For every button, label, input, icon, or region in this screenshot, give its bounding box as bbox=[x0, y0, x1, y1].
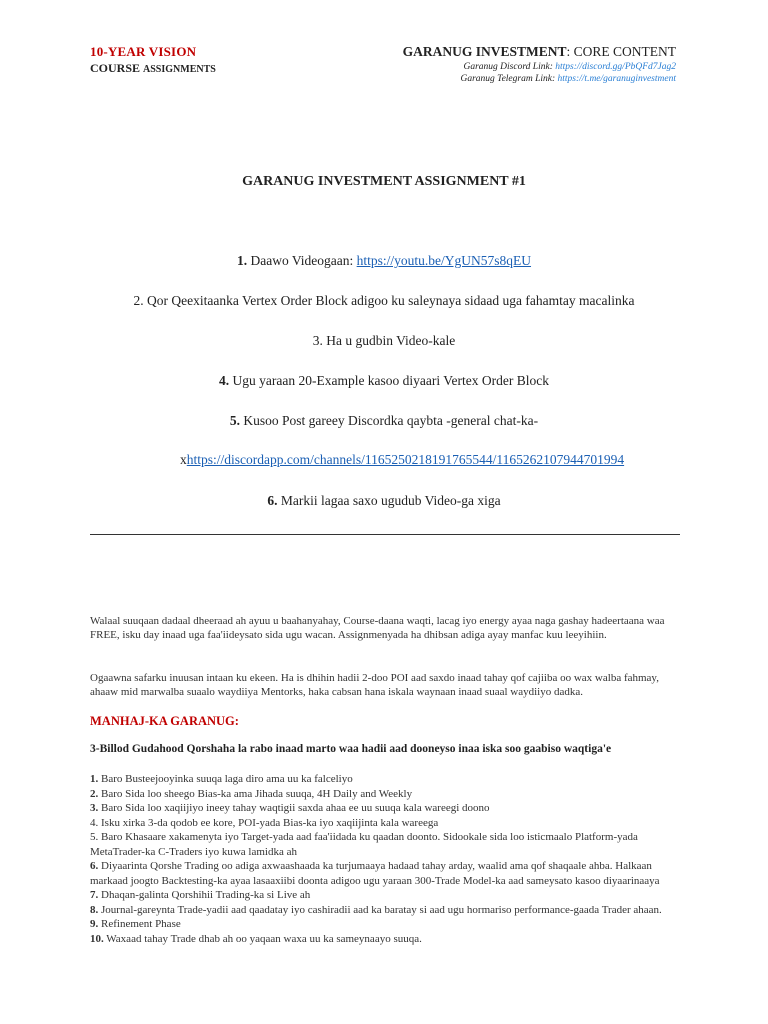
step-6 bbox=[0, 493, 768, 509]
manhaj-title: MANHAJ-KA GARANUG: bbox=[90, 714, 239, 728]
course-word: COURSE bbox=[90, 61, 141, 75]
item-number: 10. bbox=[90, 932, 104, 945]
step-4-number: 4. bbox=[218, 373, 230, 388]
list-item bbox=[90, 932, 680, 947]
manhaj-subtitle: 3-Billod Gudahood Qorshaha la rabo inaad marto waa hadii aad dooneyso inaa iska soo gaabiso waqtiga'e bbox=[90, 743, 612, 755]
item-number: 3. bbox=[90, 802, 99, 814]
item-text: Baro Sida loo xaqiijiyo ineey tahay waqtigii saxda ahaa ee uu suuqa kala wareegi doono bbox=[98, 802, 490, 814]
item-number: 4. bbox=[90, 816, 99, 829]
item-text: Refinement Phase bbox=[98, 918, 181, 930]
item-text: Isku xirka 3-da qodob ee kore, POI-yada Bias-ka iyo xaqiijinta kala wareega bbox=[98, 816, 439, 829]
discord-channel-line bbox=[180, 452, 624, 468]
item-text: Baro Busteejooyinka suuqa laga diro ama uu ka falceliyo bbox=[98, 773, 353, 785]
list-item bbox=[90, 816, 680, 831]
item-text: Baro Sida loo sheego Bias-ka ama Jihada suuqa, 4H Daily and Weekly bbox=[98, 787, 413, 800]
list-item bbox=[90, 859, 680, 888]
step-1 bbox=[0, 253, 768, 269]
vision-title: 10-YEAR VISION bbox=[90, 44, 197, 59]
step-3-number: 3. bbox=[312, 333, 323, 348]
course-assignments-label bbox=[90, 61, 216, 76]
list-item bbox=[90, 787, 680, 802]
item-text: Baro Khasaare xakamenyta iyo Target-yada aad faa'iidada ku qaadan doonto. Sidookale sida loo isticmaalo Platform-yada MetaTrader-ka C-Traders iyo kuwa lamidka ah bbox=[90, 831, 638, 858]
step-6-text: Markii lagaa saxo ugudub Video-ga xiga bbox=[277, 493, 501, 508]
item-number: 7. bbox=[90, 889, 99, 901]
item-text: Dhaqan-galinta Qorshihii Trading-ka si Live ah bbox=[98, 889, 311, 901]
list-item bbox=[90, 801, 680, 816]
discord-label: Garanug Discord Link: bbox=[463, 62, 556, 72]
telegram-label: Garanug Telegram Link: bbox=[460, 74, 558, 84]
step-2-text: Qor Qeexitaanka Vertex Order Block adigoo ku saleynaya sidaad uga fahamtay macalinka bbox=[143, 293, 635, 308]
discord-prefix: x bbox=[180, 452, 187, 467]
step-4-text: Ugu yaraan 20-Example kasoo diyaari Vertex Order Block bbox=[229, 373, 550, 388]
paragraph-1: Walaal suuqaan dadaal dheeraad ah ayuu u baahanyahay, Course-daana waqti, lacag iyo energy ayaa naga gashay hadeertaana waa FREE, isku day inaad uga faa'iideysato sida ugu wacan. Assignmenyada ha dhibsan adiga ayay manfac kuu leeyihiin. bbox=[90, 615, 665, 641]
discord-header-link[interactable]: https://discord.gg/PbQFd7Jag2 bbox=[555, 62, 676, 72]
item-number: 5. bbox=[90, 831, 99, 843]
step-1-text: Daawo Videogaan: bbox=[247, 253, 357, 268]
item-number: 2. bbox=[90, 787, 99, 800]
list-item bbox=[90, 888, 680, 903]
assignment-title: GARANUG INVESTMENT ASSIGNMENT #1 bbox=[242, 174, 526, 189]
list-item bbox=[90, 917, 680, 932]
item-text: Diyaarinta Qorshe Trading oo adiga axwaashaada ka turjumaaya hadaad tahay arday, waalid ama qof shaqaale ahba. Halkaan markaad joogto Backtesting-ka ayaa lasaaxiibi doonta adigoo ugu yaraan 300-Trade Model-ka aad sameysato kasoo diyaarinaaya bbox=[90, 860, 660, 887]
header-right bbox=[403, 44, 676, 84]
step-2-number: 2. bbox=[133, 293, 144, 308]
brand-suffix: : CORE CONTENT bbox=[566, 44, 676, 59]
step-5-number: 5. bbox=[229, 413, 241, 428]
step-4 bbox=[0, 373, 768, 389]
step-6-number: 6. bbox=[267, 493, 278, 508]
step-3 bbox=[0, 333, 768, 349]
item-text: Waxaad tahay Trade dhab ah oo yaqaan waxa uu ka sameynaayo suuqa. bbox=[103, 932, 422, 945]
item-number: 8. bbox=[90, 903, 99, 916]
item-number: 9. bbox=[90, 918, 99, 930]
discord-channel-link[interactable]: https://discordapp.com/channels/1165250218191765544/1165262107944701994 bbox=[186, 452, 625, 467]
list-item bbox=[90, 772, 680, 787]
step-3-text: Ha u gudbin Video-kale bbox=[322, 333, 456, 348]
step-2 bbox=[0, 293, 768, 309]
list-item bbox=[90, 903, 680, 918]
video-link[interactable]: https://youtu.be/YgUN57s8qEU bbox=[356, 253, 532, 268]
brand-line bbox=[403, 44, 676, 60]
telegram-header-line bbox=[403, 74, 676, 84]
item-number: 1. bbox=[90, 773, 99, 785]
telegram-header-link[interactable]: https://t.me/garanuginvestment bbox=[557, 74, 676, 84]
discord-header-line bbox=[403, 62, 676, 72]
paragraph-2: Ogaawna safarku inuusan intaan ku ekeen. Ha is dhihin hadii 2-doo POI aad saxdo inaad tahay qof cajiiba oo wax walba fahmay, ahaaw mid marwalba suaalo waydiiya Mentorks, haka cabsan hana iskala waynaan inaad suaal waydiiyo dadka. bbox=[90, 672, 659, 698]
brand-name: GARANUG INVESTMENT bbox=[402, 44, 567, 59]
item-text: Journal-gareynta Trade-yadii aad qaadatay iyo cashiradii aad ka baratay si aad ugu hormariso performance-gaada Trader ahaan. bbox=[98, 903, 662, 916]
list-item bbox=[90, 830, 680, 859]
step-1-number: 1. bbox=[236, 253, 248, 268]
header-left bbox=[90, 44, 216, 76]
divider bbox=[90, 534, 680, 535]
step-5 bbox=[0, 413, 768, 429]
step-5-text: Kusoo Post gareey Discordka qaybta -general chat-ka- bbox=[240, 413, 539, 428]
manhaj-list bbox=[90, 772, 680, 946]
item-number: 6. bbox=[90, 860, 99, 872]
assignments-word: ASSIGNMENTS bbox=[143, 64, 216, 75]
